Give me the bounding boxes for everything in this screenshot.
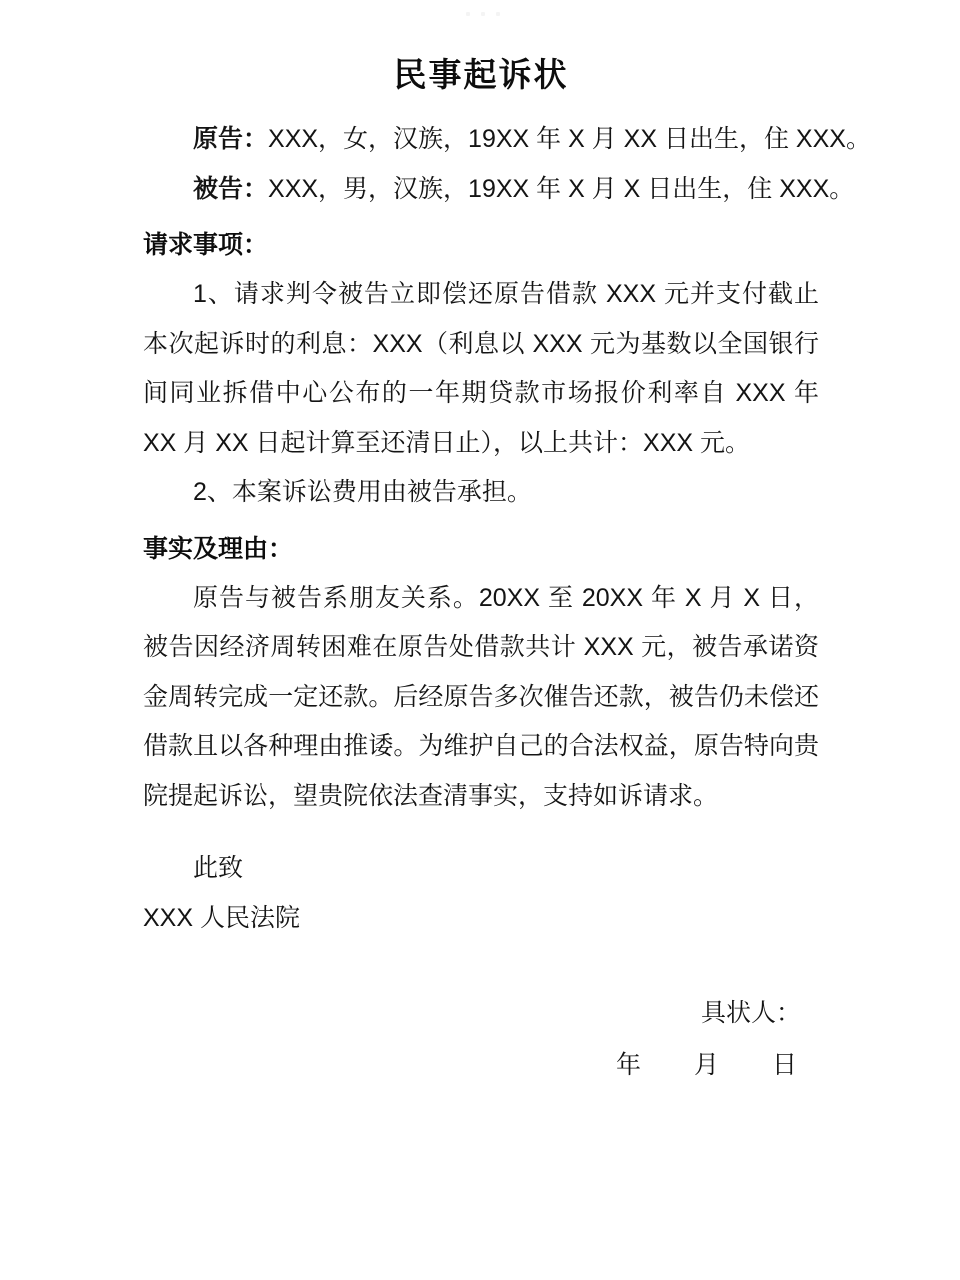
claim-item-1: 1、请求判令被告立即偿还原告借款 XXX 元并支付截止本次起诉时的利息：XXX（利息以 XXX 元为基数以全国银行间同业拆借中心公布的一年期贷款市场报价利率自 XXX 年 XX 月 XX 日起计算至还清日止），以上共计：XXX 元。 (143, 280, 819, 457)
scan-dot (481, 12, 485, 16)
closing-court-name: XXX 人民法院 (143, 904, 300, 932)
defendant-line (143, 164, 855, 214)
signer-label: 具状人： (700, 999, 801, 1027)
scan-dot (496, 12, 500, 16)
defendant-label: 被告 (193, 175, 244, 203)
claim-item-2: 2、本案诉讼费用由被告承担。 (193, 478, 532, 506)
claims-section-heading: 请求事项： (143, 231, 269, 259)
scan-dot (466, 12, 470, 16)
facts-section-heading: 事实及理由： (143, 534, 294, 563)
plaintiff-detail: XXX，女，汉族，19XX 年 X 月 XX 日出生，住 XXX。 (268, 125, 871, 153)
document-title: 民事起诉状 (393, 56, 569, 93)
facts-paragraph: 原告与被告系朋友关系。20XX 至 20XX 年 X 月 X 日，被告因经济周转困难在原告处借款共计 XXX 元，被告承诺资金周转完成一定还款。后经原告多次催告还款，被告仍未偿还借款且以各种理由推诿。为维护自己的合法权益，原告特向贵院提起诉讼，望贵院依法查清事实，支持如诉请求。 (143, 583, 819, 810)
plaintiff-line (143, 114, 871, 164)
defendant-detail: XXX，男，汉族，19XX 年 X 月 X 日出生，住 XXX。 (268, 175, 855, 203)
closing-block (143, 843, 819, 943)
defendant-separator: ： (243, 175, 269, 203)
plaintiff-label: 原告 (193, 125, 244, 153)
date-label: 年 月 日 (615, 1051, 811, 1079)
closing-salutation: 此致 (193, 854, 244, 882)
signature-block (143, 987, 819, 1091)
plaintiff-separator: ： (243, 125, 269, 153)
scan-artifact (466, 10, 500, 18)
document-body (143, 52, 871, 1091)
